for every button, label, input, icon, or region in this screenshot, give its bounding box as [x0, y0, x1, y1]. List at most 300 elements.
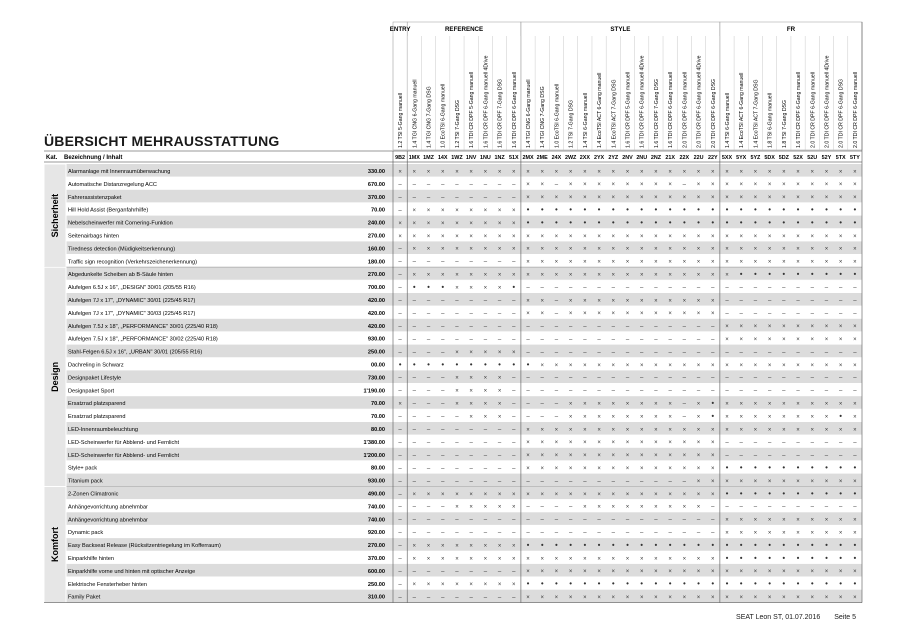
code-label: 21X	[665, 155, 675, 161]
code-label: 1MZ	[423, 155, 434, 161]
option-mark: ×	[639, 272, 644, 279]
engine-label: 1.8 TSI 7-Gang DSG	[781, 99, 788, 148]
engine-label: 1.6 TDI CR DPF 7-Gang DSG	[653, 78, 660, 148]
option-mark: ×	[526, 491, 530, 498]
page-title: ÜBERSICHT MEHRAUSSTATTUNG	[44, 133, 280, 149]
unavailable-mark: –	[696, 517, 701, 524]
option-mark: ×	[597, 440, 601, 447]
unavailable-mark: –	[497, 453, 502, 460]
standard-mark: •	[526, 359, 530, 369]
unavailable-mark: –	[412, 440, 416, 447]
option-mark: ×	[597, 362, 601, 369]
option-mark: ×	[568, 401, 573, 408]
engine-label: 1.6 TDI CR DPF 7-Gang DSG	[497, 78, 504, 148]
option-mark: ×	[739, 401, 743, 408]
option-mark: ×	[654, 259, 658, 266]
option-mark: ×	[639, 259, 644, 266]
unavailable-mark: –	[441, 182, 445, 189]
unavailable-mark: –	[711, 349, 715, 356]
option-mark: ×	[639, 569, 644, 576]
unavailable-mark: –	[426, 349, 431, 356]
unavailable-mark: –	[682, 517, 687, 524]
unavailable-mark: –	[455, 517, 459, 524]
code-label: 1WZ	[451, 155, 463, 161]
standard-mark: •	[711, 579, 715, 589]
option-mark: ×	[853, 336, 857, 343]
option-mark: ×	[412, 272, 417, 279]
option-mark: ×	[625, 556, 630, 563]
option-mark: ×	[668, 491, 672, 498]
option-mark: ×	[639, 246, 644, 253]
unavailable-mark: –	[455, 427, 459, 434]
unavailable-mark: –	[512, 478, 516, 485]
unavailable-mark: –	[426, 453, 431, 460]
row-price: 1'190.00	[363, 388, 385, 395]
option-mark: ×	[625, 440, 630, 447]
option-mark: ×	[696, 233, 701, 240]
unavailable-mark: –	[512, 182, 516, 189]
unavailable-mark: –	[526, 336, 530, 343]
unavailable-mark: –	[682, 349, 687, 356]
standard-mark: •	[853, 540, 857, 550]
row-price: 1'380.00	[363, 439, 385, 446]
engine-label: 1.2 TSI 7-Gang DSG	[568, 99, 575, 148]
unavailable-mark: –	[568, 504, 573, 511]
unavailable-mark: –	[824, 453, 829, 460]
option-mark: ×	[767, 259, 772, 266]
standard-mark: •	[711, 540, 715, 550]
code-label: 5DX	[764, 155, 775, 161]
option-mark: ×	[440, 207, 445, 214]
unavailable-mark: –	[426, 569, 431, 576]
unavailable-mark: –	[654, 349, 658, 356]
option-mark: ×	[767, 169, 772, 176]
unavailable-mark: –	[654, 517, 658, 524]
unavailable-mark: –	[554, 182, 559, 189]
unavailable-mark: –	[483, 569, 488, 576]
row-label: Hill Hold Assist (Berganfahrhilfe)	[68, 207, 149, 214]
unavailable-mark: –	[512, 388, 516, 395]
code-label: 1MX	[408, 155, 420, 161]
option-mark: ×	[654, 453, 658, 460]
unavailable-mark: –	[668, 285, 672, 292]
unavailable-mark: –	[497, 195, 502, 202]
group-header: FR	[786, 26, 796, 33]
unavailable-mark: –	[767, 440, 772, 447]
option-mark: ×	[824, 182, 829, 189]
standard-mark: •	[540, 540, 544, 550]
option-mark: ×	[625, 362, 630, 369]
option-mark: ×	[796, 336, 800, 343]
option-mark: ×	[725, 259, 729, 266]
option-mark: ×	[753, 195, 758, 202]
standard-mark: •	[597, 579, 601, 589]
standard-mark: •	[782, 204, 786, 214]
option-mark: ×	[597, 465, 601, 472]
standard-mark: •	[739, 204, 743, 214]
option-mark: ×	[568, 182, 573, 189]
option-mark: ×	[512, 233, 516, 240]
unavailable-mark: –	[426, 336, 431, 343]
option-mark: ×	[711, 233, 715, 240]
option-mark: ×	[810, 259, 815, 266]
option-mark: ×	[526, 195, 530, 202]
option-mark: ×	[625, 569, 630, 576]
code-label: 24X	[551, 155, 562, 161]
option-mark: ×	[483, 169, 488, 176]
option-mark: ×	[568, 569, 573, 576]
option-mark: ×	[767, 246, 772, 253]
standard-mark: •	[754, 553, 757, 563]
option-mark: ×	[654, 272, 658, 279]
unavailable-mark: –	[412, 427, 416, 434]
option-mark: ×	[824, 569, 829, 576]
unavailable-mark: –	[640, 530, 644, 537]
option-mark: ×	[554, 246, 559, 253]
unavailable-mark: –	[455, 324, 459, 331]
option-mark: ×	[725, 594, 729, 601]
standard-mark: •	[725, 553, 729, 563]
unavailable-mark: –	[611, 349, 615, 356]
unavailable-mark: –	[668, 324, 672, 331]
row-label: Family Paket	[68, 594, 101, 601]
option-mark: ×	[838, 169, 843, 176]
unavailable-mark: –	[640, 285, 644, 292]
group-header: ENTRY	[389, 26, 411, 33]
unavailable-mark: –	[782, 440, 786, 447]
option-mark: ×	[639, 298, 644, 305]
row-price: 240.00	[367, 220, 385, 227]
option-mark: ×	[554, 440, 559, 447]
option-mark: ×	[611, 233, 616, 240]
standard-mark: •	[626, 204, 629, 214]
unavailable-mark: –	[412, 401, 416, 408]
unavailable-mark: –	[668, 530, 672, 537]
unavailable-mark: –	[441, 594, 445, 601]
standard-mark: •	[512, 359, 516, 369]
standard-mark: •	[540, 204, 544, 214]
unavailable-mark: –	[483, 517, 488, 524]
unavailable-mark: –	[398, 440, 402, 447]
standard-mark: •	[682, 217, 686, 227]
option-mark: ×	[838, 569, 843, 576]
standard-mark: •	[839, 269, 843, 279]
unavailable-mark: –	[412, 594, 416, 601]
standard-mark: •	[626, 217, 629, 227]
option-mark: ×	[838, 324, 843, 331]
unavailable-mark: –	[426, 414, 431, 421]
option-mark: ×	[853, 594, 857, 601]
standard-mark: •	[611, 204, 615, 214]
unavailable-mark: –	[497, 427, 502, 434]
unavailable-mark: –	[512, 311, 516, 318]
option-mark: ×	[782, 569, 786, 576]
option-mark: ×	[739, 259, 743, 266]
option-mark: ×	[611, 298, 616, 305]
option-mark: ×	[767, 414, 772, 421]
unavailable-mark: –	[682, 530, 687, 537]
option-mark: ×	[853, 530, 857, 537]
page-footer	[736, 614, 856, 621]
option-mark: ×	[426, 246, 431, 253]
row-label: Style+ pack	[68, 465, 98, 472]
option-mark: ×	[412, 233, 417, 240]
option-mark: ×	[540, 465, 544, 472]
standard-mark: •	[782, 488, 786, 498]
unavailable-mark: –	[853, 388, 857, 395]
unavailable-mark: –	[526, 530, 530, 537]
row-label: Alufelgen 7.5J x 18", „PERFORMANCE" 30/01 (225/40 R18)	[68, 323, 218, 330]
unavailable-mark: –	[654, 285, 658, 292]
option-mark: ×	[625, 272, 630, 279]
option-mark: ×	[398, 169, 402, 176]
footer-page-number: Seite 5	[834, 614, 856, 621]
unavailable-mark: –	[512, 375, 516, 382]
option-mark: ×	[483, 491, 488, 498]
engine-label: 1.6 TDI CR DPF 6-Gang manuell	[511, 71, 518, 148]
option-mark: ×	[554, 362, 559, 369]
option-mark: ×	[540, 233, 544, 240]
option-mark: ×	[398, 220, 402, 227]
option-mark: ×	[725, 324, 729, 331]
unavailable-mark: –	[810, 375, 814, 382]
unavailable-mark: –	[568, 517, 573, 524]
unavailable-mark: –	[398, 414, 402, 421]
option-mark: ×	[440, 169, 445, 176]
unavailable-mark: –	[568, 375, 573, 382]
option-mark: ×	[668, 169, 672, 176]
engine-label: 2.0 TDI CR DPF 6-Gang DSG	[710, 78, 717, 148]
option-mark: ×	[583, 504, 587, 511]
unavailable-mark: –	[398, 504, 402, 511]
unavailable-mark: –	[455, 440, 459, 447]
option-mark: ×	[639, 440, 644, 447]
option-mark: ×	[455, 349, 459, 356]
standard-mark: •	[583, 217, 587, 227]
option-mark: ×	[512, 207, 516, 214]
unavailable-mark: –	[824, 311, 829, 318]
row-label: Easy Backseat Release (Rücksitzentriegelung im Kofferraum)	[68, 543, 221, 550]
standard-mark: •	[654, 217, 658, 227]
unavailable-mark: –	[767, 453, 772, 460]
unavailable-mark: –	[640, 336, 644, 343]
unavailable-mark: –	[398, 311, 402, 318]
unavailable-mark: –	[739, 298, 743, 305]
option-mark: ×	[810, 169, 815, 176]
option-mark: ×	[568, 465, 573, 472]
option-mark: ×	[483, 582, 488, 589]
unavailable-mark: –	[767, 388, 772, 395]
unavailable-mark: –	[810, 311, 814, 318]
row-label: Abgedunkelte Scheiben ab B-Säule hinten	[68, 272, 174, 279]
option-mark: ×	[711, 440, 715, 447]
unavailable-mark: –	[682, 285, 687, 292]
option-mark: ×	[668, 298, 672, 305]
option-mark: ×	[739, 246, 743, 253]
unavailable-mark: –	[611, 530, 615, 537]
option-mark: ×	[753, 246, 758, 253]
standard-mark: •	[839, 462, 843, 472]
option-mark: ×	[753, 324, 758, 331]
option-mark: ×	[668, 453, 672, 460]
unavailable-mark: –	[696, 336, 701, 343]
standard-mark: •	[597, 204, 601, 214]
unavailable-mark: –	[682, 478, 687, 485]
unavailable-mark: –	[426, 504, 431, 511]
unavailable-mark: –	[625, 517, 630, 524]
row-label: 2-Zonen Climatronic	[68, 491, 119, 498]
unavailable-mark: –	[554, 311, 559, 318]
engine-label: 1.4 EcoTSI ACT 7-Gang DSG	[611, 79, 618, 148]
unavailable-mark: –	[526, 388, 530, 395]
option-mark: ×	[639, 169, 644, 176]
option-mark: ×	[711, 182, 715, 189]
standard-mark: •	[839, 540, 843, 550]
row-label: Alufelgen 7.5J x 18", „PERFORMANCE" 30/02 (225/40 R18)	[68, 336, 218, 343]
standard-mark: •	[682, 579, 686, 589]
unavailable-mark: –	[455, 195, 459, 202]
unavailable-mark: –	[512, 259, 516, 266]
option-mark: ×	[853, 324, 857, 331]
option-mark: ×	[668, 311, 672, 318]
standard-mark: •	[853, 488, 857, 498]
row-label: Tiredness detection (Müdigkeitserkennung)	[68, 246, 176, 253]
unavailable-mark: –	[526, 504, 530, 511]
unavailable-mark: –	[796, 453, 800, 460]
code-label: 2NV	[622, 155, 633, 161]
standard-mark: •	[640, 540, 644, 550]
option-mark: ×	[767, 362, 772, 369]
option-mark: ×	[639, 401, 644, 408]
option-mark: ×	[696, 440, 701, 447]
row-label: Fahrerassistenzpaket	[68, 194, 122, 201]
option-mark: ×	[753, 336, 758, 343]
option-mark: ×	[711, 362, 715, 369]
unavailable-mark: –	[469, 569, 473, 576]
option-mark: ×	[611, 427, 616, 434]
unavailable-mark: –	[767, 375, 772, 382]
standard-mark: •	[412, 359, 416, 369]
option-mark: ×	[810, 233, 815, 240]
option-mark: ×	[554, 427, 559, 434]
unavailable-mark: –	[441, 440, 445, 447]
standard-mark: •	[682, 540, 686, 550]
unavailable-mark: –	[483, 182, 488, 189]
option-mark: ×	[810, 336, 815, 343]
unavailable-mark: –	[497, 569, 502, 576]
code-label: 2ME	[536, 155, 548, 161]
unavailable-mark: –	[469, 594, 473, 601]
option-mark: ×	[597, 298, 601, 305]
option-mark: ×	[611, 569, 616, 576]
unavailable-mark: –	[398, 543, 402, 550]
unavailable-mark: –	[824, 440, 829, 447]
unavailable-mark: –	[597, 324, 601, 331]
unavailable-mark: –	[824, 298, 829, 305]
unavailable-mark: –	[441, 349, 445, 356]
option-mark: ×	[497, 207, 502, 214]
option-mark: ×	[696, 259, 701, 266]
unavailable-mark: –	[483, 311, 488, 318]
unavailable-mark: –	[568, 336, 573, 343]
code-label: 2WZ	[564, 155, 577, 161]
option-mark: ×	[526, 556, 530, 563]
standard-mark: •	[768, 204, 772, 214]
option-mark: ×	[440, 246, 445, 253]
standard-mark: •	[853, 579, 857, 589]
option-mark: ×	[611, 401, 616, 408]
standard-mark: •	[768, 540, 772, 550]
unavailable-mark: –	[625, 349, 630, 356]
row-price: 920.00	[367, 530, 385, 537]
unavailable-mark: –	[583, 530, 587, 537]
option-mark: ×	[654, 491, 658, 498]
unavailable-mark: –	[469, 465, 473, 472]
engine-label: 1.2 TSI 5-Gang manuell	[398, 93, 405, 148]
code-label: 2NU	[636, 155, 648, 161]
standard-mark: •	[825, 579, 828, 589]
option-mark: ×	[711, 453, 715, 460]
unavailable-mark: –	[497, 298, 502, 305]
option-mark: ×	[554, 491, 559, 498]
standard-mark: •	[668, 204, 672, 214]
row-price: 270.00	[367, 233, 385, 240]
option-mark: ×	[838, 336, 843, 343]
standard-mark: •	[796, 579, 800, 589]
code-label: 14X	[437, 155, 448, 161]
option-mark: ×	[696, 246, 701, 253]
option-mark: ×	[639, 233, 644, 240]
unavailable-mark: –	[654, 375, 658, 382]
unavailable-mark: –	[512, 298, 516, 305]
option-mark: ×	[568, 272, 573, 279]
unavailable-mark: –	[441, 427, 445, 434]
option-mark: ×	[824, 478, 829, 485]
option-mark: ×	[540, 259, 544, 266]
option-mark: ×	[625, 246, 630, 253]
option-mark: ×	[838, 594, 843, 601]
option-mark: ×	[782, 233, 786, 240]
option-mark: ×	[824, 427, 829, 434]
option-mark: ×	[455, 272, 459, 279]
unavailable-mark: –	[739, 388, 743, 395]
option-mark: ×	[455, 401, 459, 408]
option-mark: ×	[554, 569, 559, 576]
standard-mark: •	[825, 553, 828, 563]
unavailable-mark: –	[483, 195, 488, 202]
unavailable-mark: –	[426, 195, 431, 202]
option-mark: ×	[639, 362, 644, 369]
option-mark: ×	[725, 569, 729, 576]
unavailable-mark: –	[455, 259, 459, 266]
unavailable-mark: –	[412, 375, 416, 382]
unavailable-mark: –	[625, 530, 630, 537]
option-mark: ×	[455, 504, 459, 511]
option-mark: ×	[526, 465, 530, 472]
unavailable-mark: –	[469, 324, 473, 331]
option-mark: ×	[682, 465, 687, 472]
option-mark: ×	[725, 478, 729, 485]
option-mark: ×	[583, 427, 587, 434]
unavailable-mark: –	[711, 388, 715, 395]
option-mark: ×	[739, 478, 743, 485]
row-label: Alufelgen 6.5J x 16", „DESIGN" 30/01 (205/55 R16)	[68, 285, 196, 292]
row-price: 420.00	[367, 298, 385, 305]
unavailable-mark: –	[483, 440, 488, 447]
unavailable-mark: –	[441, 298, 445, 305]
option-mark: ×	[725, 233, 729, 240]
option-mark: ×	[455, 285, 459, 292]
